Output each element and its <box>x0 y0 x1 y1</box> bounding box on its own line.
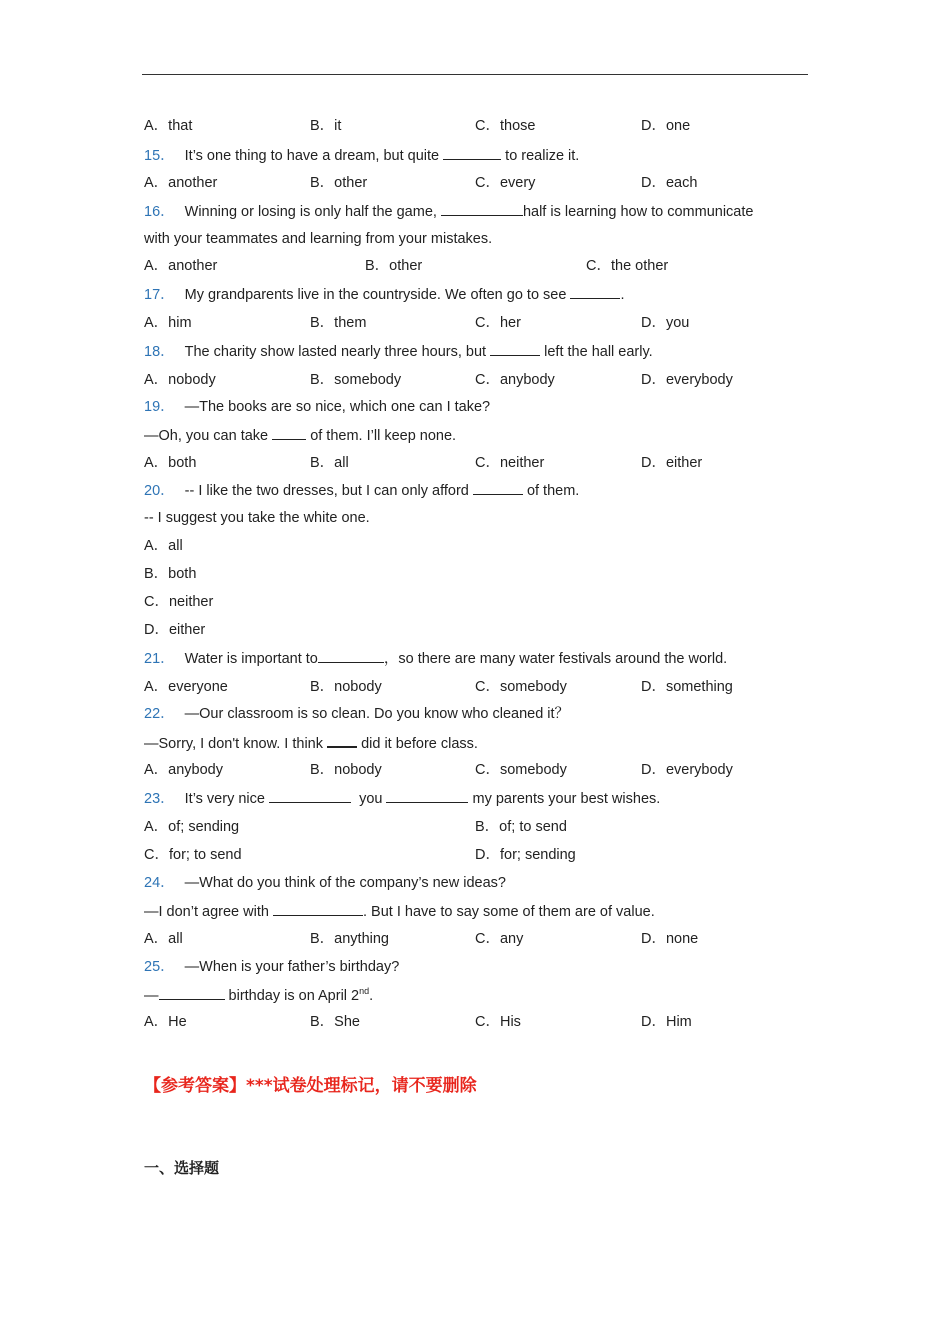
question-number: 25． <box>144 959 175 975</box>
option-a: A．everyone <box>144 679 228 695</box>
question-24: 24． —What do you think of the company’s new ideas? <box>144 875 506 891</box>
option-a: A．all <box>144 538 183 554</box>
option-b: B．She <box>310 1014 360 1030</box>
option-b: B．both <box>144 566 197 582</box>
question-25: 25． —When is your father’s birthday? <box>144 959 400 975</box>
question-17: 17． My grandparents live in the countryside. We often go to see . <box>144 287 625 303</box>
question-20: 20． -- I like the two dresses, but I can only afford of them. <box>144 483 580 499</box>
option-b: B．of; to send <box>475 819 567 835</box>
option-a: A．He <box>144 1014 187 1030</box>
option-c: C．neither <box>144 594 214 610</box>
option-c: C．her <box>475 315 521 331</box>
option-b: B．other <box>365 258 423 274</box>
option-b: B．them <box>310 315 367 331</box>
answer-blank <box>272 426 306 440</box>
option-d: D．for; sending <box>475 847 576 863</box>
question-number: 16． <box>144 204 175 220</box>
option-c: C．somebody <box>475 679 567 695</box>
option-d: D．each <box>641 175 698 191</box>
answer-blank <box>273 902 363 916</box>
answer-blank <box>327 733 357 748</box>
question-21: 21． Water is important to ，so there are many water festivals around the world. <box>144 651 728 667</box>
option-a: A．anybody <box>144 762 223 778</box>
question-23: 23． It’s very nice you my parents your best wishes. <box>144 791 661 807</box>
question-number: 22． <box>144 706 175 722</box>
option-d: D．everybody <box>641 762 733 778</box>
option-c: C．His <box>475 1014 521 1030</box>
option-a: A．that <box>144 118 193 134</box>
question-19: 19． —The books are so nice, which one can I take? <box>144 399 491 415</box>
question-16: 16． Winning or losing is only half the game, half is learning how to communicate <box>144 204 754 220</box>
option-c: C．those <box>475 118 536 134</box>
answer-blank <box>159 986 225 1000</box>
option-b: B．nobody <box>310 679 382 695</box>
option-d: D．none <box>641 931 699 947</box>
option-d: D．you <box>641 315 690 331</box>
question-18: 18． The charity show lasted nearly three hours, but left the hall early. <box>144 344 653 360</box>
question-number: 19． <box>144 399 175 415</box>
option-d: D．either <box>641 455 703 471</box>
answer-blank <box>490 342 540 356</box>
option-b: B．all <box>310 455 349 471</box>
question-number: 23． <box>144 791 175 807</box>
question-20-reply: -- I suggest you take the white one. <box>144 510 370 526</box>
option-d: D．something <box>641 679 733 695</box>
question-24-reply: —I don’t agree with . But I have to say some of them are of value. <box>144 904 655 920</box>
option-b: B．other <box>310 175 368 191</box>
option-d: D．one <box>641 118 691 134</box>
question-22-reply: —Sorry, I don't know. I think did it before class. <box>144 733 478 753</box>
option-c: C．every <box>475 175 536 191</box>
question-25-reply: — birthday is on April 2nd. <box>144 986 374 1004</box>
option-a: A．all <box>144 931 183 947</box>
answer-blank <box>473 481 523 495</box>
question-number: 20． <box>144 483 175 499</box>
question-number: 18． <box>144 344 175 360</box>
option-c: C．neither <box>475 455 545 471</box>
question-16-continued: with your teammates and learning from your mistakes. <box>144 231 493 247</box>
question-number: 17． <box>144 287 175 303</box>
answer-blank <box>318 649 384 663</box>
answer-blank <box>570 285 620 299</box>
option-b: B．it <box>310 118 342 134</box>
option-d: D．Him <box>641 1014 692 1030</box>
option-a: A．another <box>144 175 218 191</box>
option-c: C．somebody <box>475 762 567 778</box>
option-c: C．any <box>475 931 524 947</box>
header-rule <box>142 74 808 75</box>
question-number: 15． <box>144 148 175 164</box>
option-d: D．either <box>144 622 206 638</box>
option-b: B．somebody <box>310 372 402 388</box>
option-a: A．him <box>144 315 192 331</box>
section-heading: 一、选择题 <box>144 1159 220 1177</box>
option-d: D．everybody <box>641 372 733 388</box>
option-a: A．nobody <box>144 372 216 388</box>
question-number: 24． <box>144 875 175 891</box>
question-19-reply: —Oh, you can take of them. I’ll keep none. <box>144 428 457 444</box>
option-b: B．nobody <box>310 762 382 778</box>
option-c: C．for; to send <box>144 847 242 863</box>
question-15: 15． It’s one thing to have a dream, but quite to realize it. <box>144 148 580 164</box>
question-22: 22． —Our classroom is so clean. Do you know who cleaned it？ <box>144 706 570 722</box>
answer-blank <box>386 789 468 803</box>
option-a: A．both <box>144 455 197 471</box>
option-c: C．the other <box>586 258 669 274</box>
answer-blank <box>441 202 523 216</box>
question-number: 21． <box>144 651 175 667</box>
option-a: A．of; sending <box>144 819 240 835</box>
answer-blank <box>269 789 351 803</box>
option-c: C．anybody <box>475 372 555 388</box>
option-b: B．anything <box>310 931 389 947</box>
answer-blank <box>443 146 501 160</box>
option-a: A．another <box>144 258 218 274</box>
answer-key-heading: 【参考答案】***试卷处理标记，请不要删除 <box>144 1076 477 1096</box>
